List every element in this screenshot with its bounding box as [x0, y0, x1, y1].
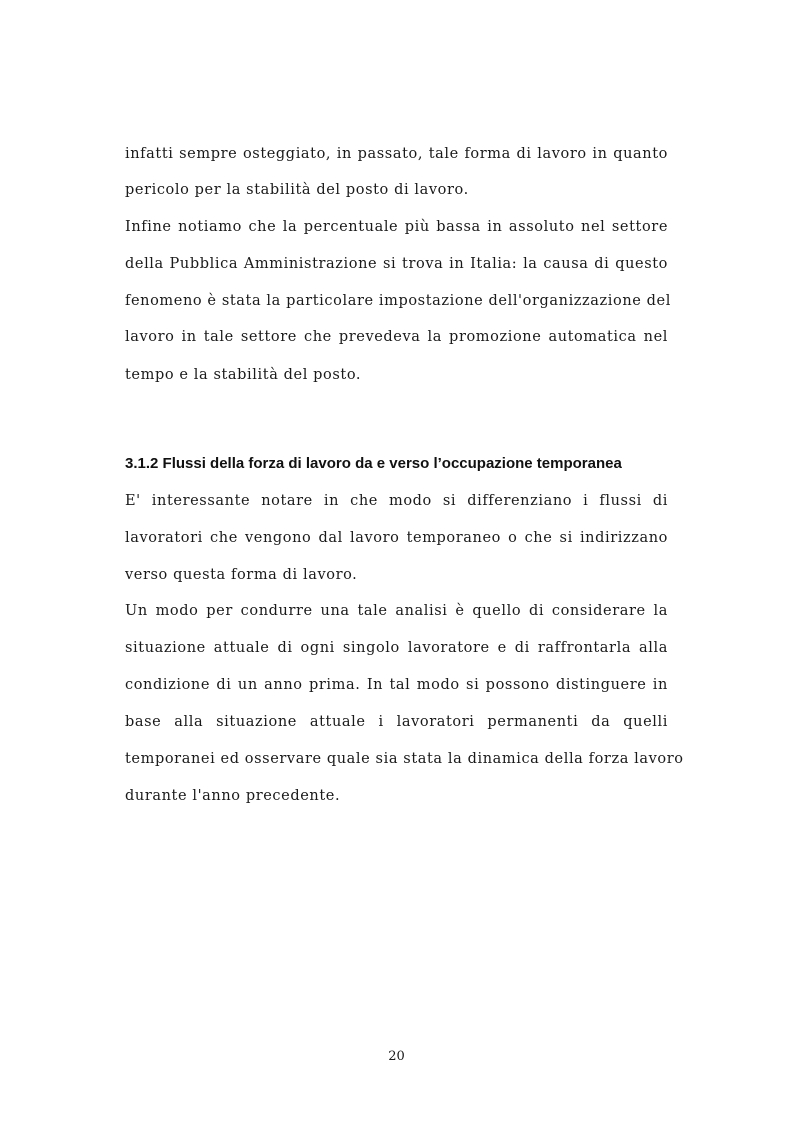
- paragraph-2-line-4: lavoro in tale settore che prevedeva la promozione automatica nel: [125, 329, 668, 345]
- paragraph-3-line-1: E' interessante notare in che modo si differenziano i flussi di: [125, 493, 668, 509]
- paragraph-4-line-5: temporanei ed osservare quale sia stata la dinamica della forza lavoro: [125, 751, 684, 767]
- paragraph-4-line-3: condizione di un anno prima. In tal modo si possono distinguere in: [125, 677, 668, 693]
- section-heading: 3.1.2 Flussi della forza di lavoro da e verso l’occupazione temporanea: [125, 455, 622, 472]
- paragraph-3-line-3: verso questa forma di lavoro.: [125, 567, 358, 583]
- paragraph-2-line-1: Infine notiamo che la percentuale più bassa in assoluto nel settore: [125, 219, 668, 235]
- paragraph-2-line-3: fenomeno è stata la particolare impostazione dell'organizzazione del: [125, 293, 671, 309]
- paragraph-2-line-5: tempo e la stabilità del posto.: [125, 367, 362, 383]
- paragraph-4-line-2: situazione attuale di ogni singolo lavoratore e di raffrontarla alla: [125, 640, 668, 656]
- paragraph-3-line-2: lavoratori che vengono dal lavoro temporaneo o che si indirizzano: [125, 530, 668, 546]
- page-number: 20: [388, 1049, 405, 1064]
- paragraph-2-line-2: della Pubblica Amministrazione si trova in Italia: la causa di questo: [125, 256, 668, 272]
- paragraph-4-line-6: durante l'anno precedente.: [125, 788, 341, 804]
- paragraph-1-line-2: pericolo per la stabilità del posto di lavoro.: [125, 182, 469, 198]
- paragraph-4-line-1: Un modo per condurre una tale analisi è quello di considerare la: [125, 603, 668, 619]
- paragraph-1-line-1: infatti sempre osteggiato, in passato, tale forma di lavoro in quanto: [125, 146, 668, 162]
- paragraph-4-line-4: base alla situazione attuale i lavoratori permanenti da quelli: [125, 714, 668, 730]
